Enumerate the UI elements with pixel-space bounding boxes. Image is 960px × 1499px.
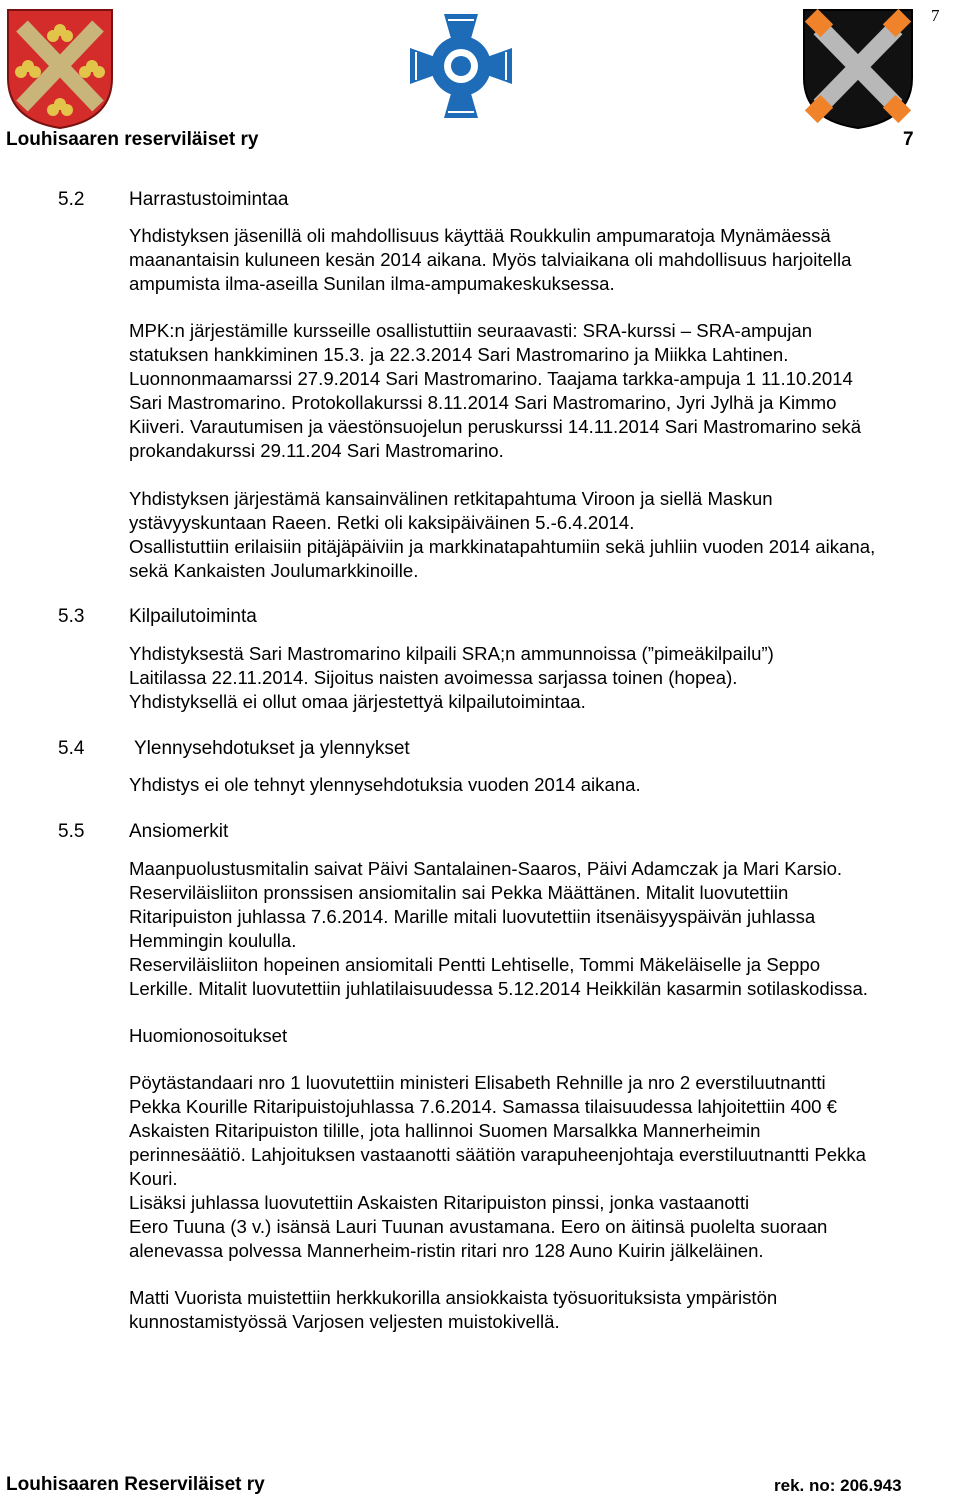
page-number-top: 7 [931,6,940,25]
paragraph-promotions: Yhdistys ei ole tehnyt ylennysehdotuksia vuoden 2014 aikana. [129,774,641,795]
section-number: 5.3 [58,606,85,627]
section-title: Ylennysehdotukset ja ylennykset [134,738,410,759]
paragraph-competitions: Yhdistyksestä Sari Mastromarino kilpaili SRA;n ammunnoissa (”pimeäkilpailu”) Laitilassa 22.11.2014. Sijoitus naisten avoimessa sarjassa toinen (hopea). Yhdistyksellä ei ollut omaa järjestettyä kilpailutoimintaa. [129,643,774,712]
section-number: 5.2 [58,189,85,210]
section-number: 5.4 [58,738,85,759]
footer-organization: Louhisaaren Reserviläiset ry [6,1474,265,1495]
paragraph-mpk-courses: MPK:n järjestämille kursseille osallistuttiin seuraavasti: SRA-kurssi – SRA-ampujan statuksen hankkiminen 15.3. ja 22.3.2014 Sari Mastromarino ja Miikka Lahtinen. Luonnonmaamarssi 27.9.2014 Sari Mastromarino. Taajama tarkka-ampuja 1 11.10.2014 Sari Mastromarino. Protokollakurssi 8.11.2014 Sari Mastromarino, Jyri Jylhä ja Kimmo Kiiveri. Varautumisen ja väestönsuojelun peruskurssi 14.11.2014 Sari Mastromarino sekä prokandakurssi 29.11.204 Sari Mastromarino. [129,320,862,461]
paragraph-medals: Maanpuolustusmitalin saivat Päivi Santalainen-Saaros, Päivi Adamczak ja Mari Karsio. Reserviläisliiton pronssisen ansiomitalin sai Pekka Määttänen. Mitalit luovutettiin Ritaripuiston juhlassa 7.6.2014. Marille mitali luovutettiin itsenäisyyspäivän juhlassa Hemmingin koululla. Reserviläisliiton hopeinen ansiomitali Pentti Lehtiselle, Tommi Mäkeläiselle ja Seppo Lerkille. Mitalit luovutettiin juhlatilaisuudessa 5.12.2014 Heikkilän kasarmin sotilaskodissa. [129,858,868,999]
section-title: Ansiomerkit [129,821,229,842]
municipal-coat-of-arms-red-icon [6,8,114,130]
municipal-coat-of-arms-black-icon [802,8,914,130]
section-title: Harrastustoimintaa [129,189,289,210]
footer-registry-number: rek. no: 206.943 [774,1476,902,1495]
paragraph-gift-basket: Matti Vuorista muistettiin herkkukorilla ansiokkaista työsuorituksista ympäristön kunnostamistyössä Varjosen veljesten muistokivellä. [129,1287,778,1332]
section-number: 5.5 [58,821,85,842]
header-title: Louhisaaren reserviläiset ry [6,129,259,150]
subheading-recognitions: Huomionosoitukset [129,1025,288,1046]
paragraph-trips-events: Yhdistyksen järjestämä kansainvälinen retkitapahtuma Viroon ja siellä Maskun ystävyyskuntaan Raeen. Retki oli kaksipäiväinen 5.-6.4.2014. Osallistuttiin erilaisiin pitäjäpäiviin ja markkinatapahtumiin sekä juhliin vuoden 2014 aikana, sekä Kankaisten Joulumarkkinoille. [129,488,876,581]
paragraph-standards: Pöytästandaari nro 1 luovutettiin ministeri Elisabeth Rehnille ja nro 2 everstiluutnantti Pekka Kourille Ritaripuistojuhlassa 7.6.2014. Samassa tilaisuudessa lahjoitettiin 400 € Askaisten Ritaripuiston tilille, jota hallinnoi Suomen Marsalkka Mannerheimin perinnesäätiö. Lahjoituksen vastaanotti säätiön varapuheenjohtaja everstiluutnantti Pekka Kouri. Lisäksi juhlassa luovutettiin Askaisten Ritaripuiston pinssi, jonka vastaanotti Eero Tuuna (3 v.) isänsä Lauri Tuunan avustamana. Eero on äitinsä puolelta suoraan alenevassa polvessa Mannerheim-ristin ritari nro 128 Auno Kuirin jälkeläinen. [129,1072,867,1261]
section-title: Kilpailutoiminta [129,606,257,627]
paragraph-hobby-shooting: Yhdistyksen jäsenillä oli mahdollisuus käyttää Roukkulin ampumaratoja Mynämäessä maanantaisin kuluneen kesän 2014 aikana. Myös talviaikana oli mahdollisuus harjoitella ampumista ilma-aseilla Sunilan ilma-ampumakeskuksessa. [129,225,852,294]
reservist-cross-emblem-icon [408,12,514,120]
header-page-number: 7 [903,129,914,150]
